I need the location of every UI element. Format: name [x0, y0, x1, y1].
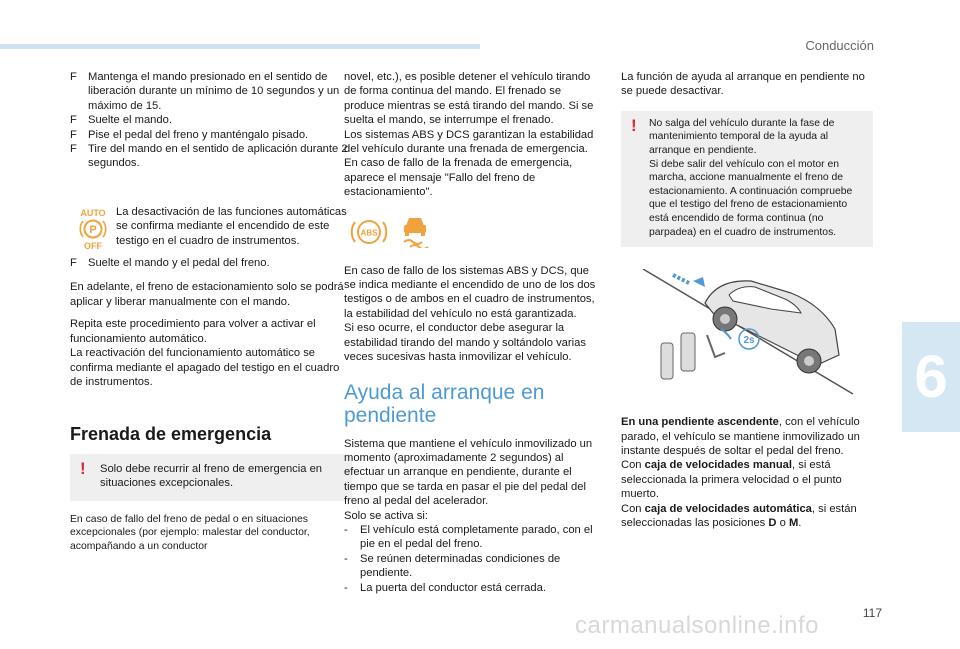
column-3 [621, 70, 873, 538]
svg-text:P: P [89, 223, 97, 236]
svg-text:AUTO: AUTO [80, 207, 106, 218]
page-number: 117 [862, 606, 882, 620]
auto-off-text: La desactivación de las funciones automáticas se confirma mediante el encendido de este testigo en el cuadro de instrumentos. [116, 205, 347, 247]
section-title: Conducción [805, 38, 874, 53]
column-1 [70, 70, 352, 561]
abs-warning-icon [348, 214, 390, 250]
step-item: F Tire del mando en el sentido de aplicación durante 2 segundos. [70, 143, 348, 170]
auto-off-block [70, 205, 352, 251]
paragraph: Con caja de velocidades automática, si están seleccionadas las posiciones D o M. [621, 502, 857, 529]
paragraph: novel, etc.), es posible detener el vehículo tirando de forma continua del mando. El frenado se produce mientras se está tirando del mando. Si se suelta el mando, se interrumpe el frenado. [344, 71, 594, 127]
condition-item: - El vehículo está completamente parado, con el pie en el pedal del freno. [344, 523, 593, 551]
step-item: F Pise el pedal del freno y manténgalo pisado. [70, 128, 309, 141]
warning-icon: ! [631, 115, 637, 135]
warning-lamps [346, 210, 600, 254]
paragraph: En adelante, el freno de estacionamiento solo se podrá aplicar y liberar manualmente con el mando. [70, 281, 344, 308]
svg-text:2s: 2s [743, 335, 755, 347]
step-item: F Mantenga el mando presionado en el sentido de liberación durante un mínimo de 10 segundos y un máximo de 15. [70, 71, 340, 112]
paragraph: La función de ayuda al arranque en pendiente no se puede desactivar. [621, 71, 865, 98]
warning-box: ! No salga del vehículo durante la fase de mantenimiento temporal de la ayuda al arranque en pendiente. Si debe salir del vehículo con el motor en marcha, accione manualmente el freno de estacionamiento. A continuación compruebe que el testigo del freno de estacionamiento está encendido de forma continua (no parpadea) en el cuadro de instrumentos. [621, 111, 873, 247]
warning-icon: ! [80, 458, 86, 478]
paragraph: Con caja de velocidades manual, si está seleccionada la primera velocidad o el punto muerto. [621, 459, 842, 501]
hill-start-illustration [621, 269, 873, 407]
paragraph: Solo se activa si: [344, 509, 428, 522]
emergency-heading: Frenada de emergencia [70, 424, 272, 445]
paragraph: En caso de fallo de la frenada de emergencia, aparece el mensaje "Fallo del freno de estacionamiento". [344, 157, 573, 199]
condition-item: - Se reúnen determinadas condiciones de pendiente. [344, 552, 561, 580]
step-item: F Suelte el mando. [70, 114, 172, 127]
paragraph: Si eso ocurre, el conductor debe asegurar la estabilidad tirando del mando y soltándolo varias veces sucesivas hasta inmovilizar el vehículo. [344, 322, 586, 364]
condition-item: - La puerta del conductor está cerrada. [344, 581, 546, 594]
paragraph: La reactivación del funcionamiento automático se confirma mediante el apagado del testigo en el cuadro de instrumentos. [70, 347, 340, 388]
dcs-warning-icon [398, 212, 432, 248]
header-bar [0, 44, 480, 49]
paragraph: En caso de fallo del freno de pedal o en situaciones excepcionales (por ejemplo: malestar del conductor, acompañando a un conductor [70, 513, 310, 552]
paragraph: En caso de fallo de los sistemas ABS y DCS, que se indica mediante el encendido de uno de los dos testigos o de ambos en el cuadro de instrumentos, la estabilidad del vehículo no está garantizada. [344, 264, 596, 320]
column-2 [344, 70, 600, 595]
svg-text:ABS: ABS [360, 228, 378, 238]
paragraph: Los sistemas ABS y DCS garantizan la estabilidad del vehículo durante una frenada de emergencia. [344, 128, 594, 156]
paragraph: En una pendiente ascendente, con el vehículo parado, el vehículo se mantiene inmovilizado un instante después de soltar el pedal del freno. [621, 416, 860, 457]
chapter-tab: 6 [902, 322, 960, 432]
paragraph: Sistema que mantiene el vehículo inmovilizado un momento (aproximadamente 2 segundos) al efectuar un arranque en pendiente, durante el tiempo que se tarda en pasar el pie del pedal del freno al pedal del acelerador. [344, 437, 593, 508]
warning-box: ! Solo debe recurrir al freno de emergencia en situaciones excepcionales. [70, 454, 352, 501]
watermark: carmanualsonline.info [575, 612, 819, 639]
step-item: F Suelte el mando y el pedal del freno. [70, 257, 270, 270]
auto-p-off-icon [76, 207, 110, 251]
paragraph: Repita este procedimiento para volver a activar el funcionamiento automático. [70, 318, 316, 345]
svg-text:OFF: OFF [84, 240, 102, 251]
hill-start-heading: Ayuda al arranque en pendiente [344, 380, 545, 427]
